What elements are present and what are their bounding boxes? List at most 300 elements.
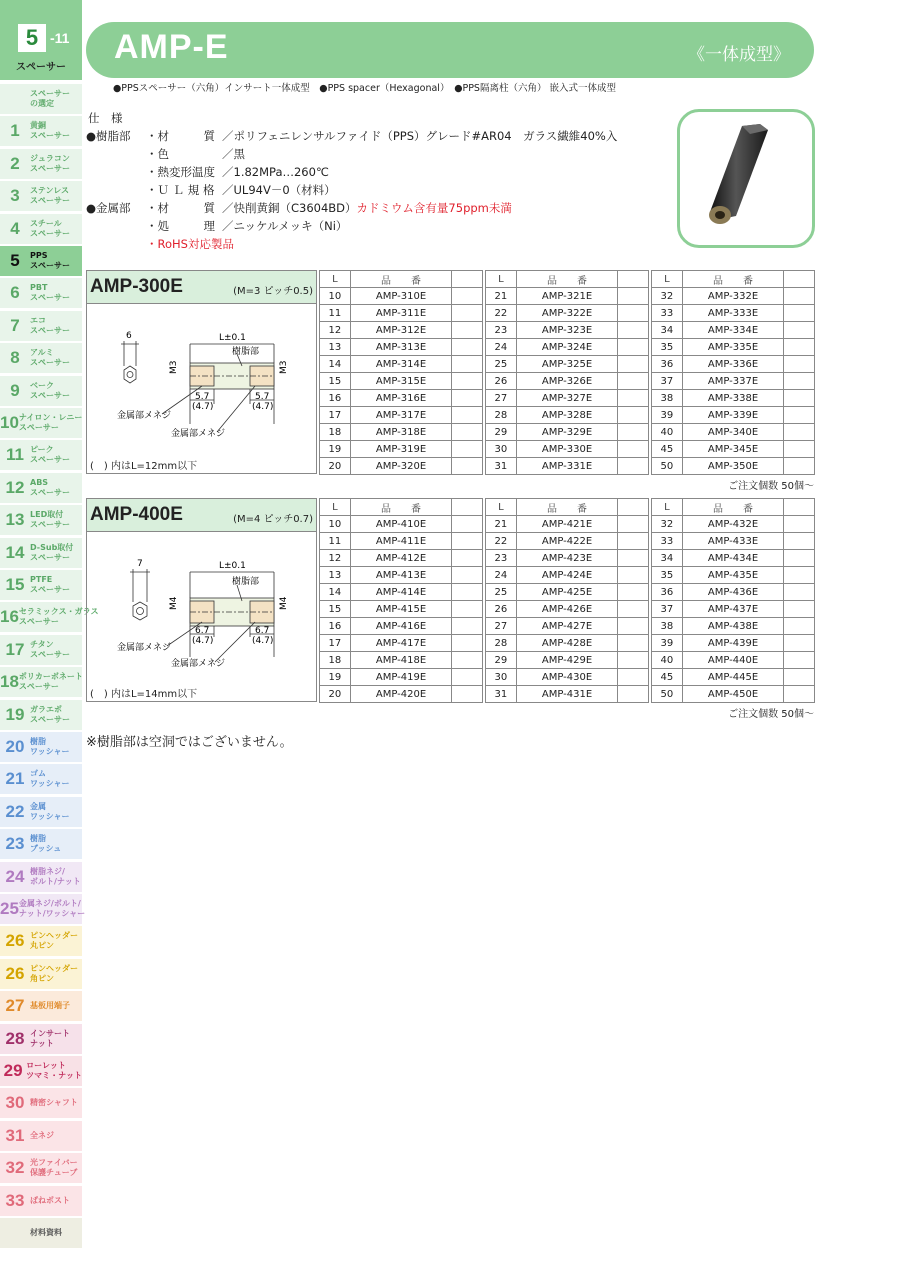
sidebar-item[interactable] — [0, 894, 86, 924]
insert-depth-right: 5.7 — [255, 392, 270, 402]
length-cell: 14 — [320, 584, 351, 601]
page-title: AMP-E — [114, 28, 229, 66]
blank-cell — [618, 550, 649, 567]
blank-cell — [452, 686, 483, 703]
spacer-photo-icon — [680, 112, 812, 245]
length-cell: 31 — [486, 686, 517, 703]
table-row — [486, 567, 649, 584]
blank-cell — [452, 441, 483, 458]
length-cell: 40 — [652, 652, 683, 669]
length-cell: 37 — [652, 373, 683, 390]
length-cell: 32 — [652, 516, 683, 533]
length-cell: 38 — [652, 618, 683, 635]
dimension-drawing — [87, 304, 316, 454]
header-l: L — [320, 271, 351, 288]
header-part: 品 番 — [350, 271, 451, 288]
table-row — [320, 288, 483, 305]
sidebar-item[interactable] — [0, 570, 82, 600]
blank-cell — [618, 516, 649, 533]
blank-cell — [452, 601, 483, 618]
spec-rohs: ・RoHS対応製品 — [146, 237, 234, 251]
sidebar-item[interactable] — [0, 959, 82, 989]
sidebar-item-label: スチール スペーサー — [30, 218, 70, 238]
section-title — [86, 270, 317, 304]
blank-cell — [618, 373, 649, 390]
length-cell: 15 — [320, 373, 351, 390]
insert-depth-right-short: (4.7) — [252, 402, 274, 412]
part-number-cell: AMP-334E — [682, 322, 783, 339]
part-number-cell: AMP-310E — [350, 288, 451, 305]
min-order: ご注文個数 50個～ — [728, 709, 814, 720]
part-number-cell: AMP-345E — [682, 441, 783, 458]
length-cell: 13 — [320, 339, 351, 356]
table-header-row — [652, 499, 815, 516]
sidebar-item-number: 15 — [5, 575, 25, 594]
table-row — [320, 635, 483, 652]
table-row — [652, 305, 815, 322]
header-l: L — [320, 499, 351, 516]
table-row — [320, 407, 483, 424]
header-part: 品 番 — [682, 499, 783, 516]
table-row — [486, 550, 649, 567]
sidebar-item[interactable] — [0, 635, 82, 665]
metal-thread-label-left: 金属部メネジ — [117, 411, 172, 421]
sidebar-item-label: PPS スペーサー — [30, 251, 70, 270]
table-row — [652, 322, 815, 339]
part-number-cell: AMP-313E — [350, 339, 451, 356]
sidebar-item-label: 樹脂 ブッシュ — [30, 834, 62, 854]
sidebar-item[interactable] — [0, 538, 82, 568]
hex-dimension: 6 — [126, 331, 132, 341]
length-cell: 25 — [486, 356, 517, 373]
sidebar-item[interactable] — [0, 1186, 82, 1216]
part-number-cell: AMP-424E — [516, 567, 617, 584]
chapter-label: スペーサー — [16, 62, 66, 73]
sidebar-item[interactable] — [0, 1121, 82, 1151]
part-number-cell: AMP-434E — [682, 550, 783, 567]
table-row — [486, 441, 649, 458]
length-note: ( ) 内はL=12mm以下 — [90, 461, 198, 472]
table-row — [320, 601, 483, 618]
blank-cell — [784, 441, 815, 458]
blank-cell — [618, 635, 649, 652]
length-cell: 34 — [652, 322, 683, 339]
sidebar-item[interactable] — [0, 926, 82, 956]
table-row — [486, 601, 649, 618]
spec-resin-color-value: ／黒 — [222, 147, 245, 161]
table-row — [486, 424, 649, 441]
part-number-cell: AMP-422E — [516, 533, 617, 550]
spec-metal-material-value: ／快削黄銅（C3604BD） — [222, 201, 357, 215]
spec-heat-value: ／1.82MPa…260℃ — [222, 165, 329, 179]
sidebar-item[interactable] — [0, 84, 82, 114]
length-cell: 16 — [320, 618, 351, 635]
sidebar-item-number: 28 — [5, 1028, 25, 1048]
blank-cell — [452, 516, 483, 533]
sidebar-item-number: 11 — [6, 445, 24, 465]
table-row — [652, 441, 815, 458]
blank-cell — [452, 407, 483, 424]
sidebar-item-number: 14 — [5, 542, 25, 562]
part-number-cell: AMP-416E — [350, 618, 451, 635]
table-row — [320, 390, 483, 407]
blank-cell — [784, 584, 815, 601]
blank-cell — [452, 373, 483, 390]
blank-cell — [784, 635, 815, 652]
thread-pitch: (M=4 ピッチ0.7) — [233, 514, 313, 525]
header-l: L — [652, 499, 683, 516]
length-cell: 14 — [320, 356, 351, 373]
sidebar-item-number: 30 — [5, 1093, 25, 1113]
part-number-cell: AMP-425E — [516, 584, 617, 601]
table-row — [486, 390, 649, 407]
blank-cell — [452, 288, 483, 305]
blank-cell — [452, 635, 483, 652]
sidebar-item[interactable] — [0, 667, 82, 697]
table-row — [652, 339, 815, 356]
length-cell: 30 — [486, 441, 517, 458]
sidebar-item[interactable] — [0, 602, 99, 632]
sidebar-item[interactable] — [0, 1153, 82, 1183]
sidebar-item-label: 黄銅 スペーサー — [30, 121, 70, 141]
header-part: 品 番 — [516, 499, 617, 516]
sidebar-item[interactable] — [0, 343, 82, 373]
sidebar-item-number: 10 — [0, 413, 19, 432]
min-order: ご注文個数 50個～ — [728, 481, 814, 492]
table-row — [652, 618, 815, 635]
part-number-cell: AMP-336E — [682, 356, 783, 373]
length-cell: 23 — [486, 322, 517, 339]
blank-cell — [784, 373, 815, 390]
blank-cell — [784, 669, 815, 686]
length-cell: 27 — [486, 618, 517, 635]
blank-cell — [784, 686, 815, 703]
table-row — [652, 533, 815, 550]
table-row — [486, 686, 649, 703]
model-name: AMP-400E — [90, 504, 183, 525]
part-number-cell: AMP-410E — [350, 516, 451, 533]
part-number-cell: AMP-412E — [350, 550, 451, 567]
length-cell: 32 — [652, 288, 683, 305]
sidebar-item[interactable] — [0, 1056, 82, 1086]
length-cell: 29 — [486, 652, 517, 669]
sidebar-item-number: 29 — [3, 1061, 23, 1080]
sidebar-item-number: 24 — [5, 866, 25, 886]
sidebar-item[interactable] — [0, 149, 82, 179]
part-number-cell: AMP-311E — [350, 305, 451, 322]
table-row — [320, 567, 483, 584]
length-cell: 50 — [652, 686, 683, 703]
part-number-cell: AMP-417E — [350, 635, 451, 652]
table-row — [486, 516, 649, 533]
sidebar-item[interactable] — [0, 214, 82, 244]
part-number-cell: AMP-421E — [516, 516, 617, 533]
table-header-row — [320, 271, 483, 288]
length-cell: 20 — [320, 686, 351, 703]
table-row — [652, 567, 815, 584]
table-row — [320, 339, 483, 356]
sidebar-item[interactable] — [0, 700, 82, 730]
sidebar-item-number: 22 — [5, 801, 25, 821]
sidebar-item[interactable] — [0, 991, 82, 1021]
part-number-cell: AMP-433E — [682, 533, 783, 550]
length-cell: 39 — [652, 407, 683, 424]
sidebar — [0, 0, 99, 1272]
part-number-cell: AMP-312E — [350, 322, 451, 339]
insert-depth-left-short: (4.7) — [192, 636, 214, 646]
length-cell: 23 — [486, 550, 517, 567]
sidebar-item-label: ベーク スペーサー — [30, 380, 70, 400]
sidebar-item-label: PTFE スペーサー — [30, 575, 70, 594]
blank-cell — [618, 652, 649, 669]
length-cell: 26 — [486, 373, 517, 390]
table-header-row — [320, 499, 483, 516]
sidebar-item-label: LED取付 スペーサー — [30, 510, 70, 530]
table-row — [320, 424, 483, 441]
table-row — [486, 305, 649, 322]
part-number-cell: AMP-429E — [516, 652, 617, 669]
length-cell: 45 — [652, 441, 683, 458]
sidebar-item-number: 12 — [5, 477, 25, 497]
table-row — [320, 322, 483, 339]
table-row — [486, 458, 649, 475]
blank-cell — [452, 390, 483, 407]
blank-cell — [452, 533, 483, 550]
sidebar-item-label: スペーサー の選定 — [30, 89, 70, 108]
table-row — [486, 373, 649, 390]
blank-cell — [784, 356, 815, 373]
sidebar-item-label: PBT スペーサー — [30, 283, 70, 303]
page-tab — [0, 0, 82, 80]
blank-cell — [784, 390, 815, 407]
spec-resin-material-key: ・材 質 — [146, 129, 215, 143]
table-header-row — [486, 499, 649, 516]
sidebar-item-number: 26 — [5, 963, 25, 983]
header-part: 品 番 — [682, 271, 783, 288]
sidebar-item[interactable] — [0, 246, 82, 276]
spec-heading: 仕 様 — [88, 111, 123, 125]
sidebar-item-number: 2 — [10, 153, 20, 173]
table-header-row — [652, 271, 815, 288]
sidebar-item[interactable] — [0, 1218, 82, 1248]
sidebar-item[interactable] — [0, 862, 82, 892]
thread-pitch: (M=3 ピッチ0.5) — [233, 286, 313, 297]
part-number-cell: AMP-337E — [682, 373, 783, 390]
length-cell: 10 — [320, 288, 351, 305]
length-cell: 22 — [486, 305, 517, 322]
table-row — [652, 669, 815, 686]
sidebar-item-number: 33 — [5, 1190, 25, 1210]
sidebar-item[interactable] — [0, 797, 82, 827]
length-cell: 19 — [320, 669, 351, 686]
sidebar-item[interactable] — [0, 311, 82, 341]
thread-left-label: M3 — [169, 360, 179, 374]
table-row — [486, 584, 649, 601]
sidebar-item-number: 20 — [5, 737, 25, 756]
table-row — [486, 407, 649, 424]
part-number-cell: AMP-324E — [516, 339, 617, 356]
blank-cell — [784, 567, 815, 584]
part-number-cell: AMP-317E — [350, 407, 451, 424]
blank-cell — [618, 533, 649, 550]
sidebar-item[interactable] — [0, 1024, 82, 1054]
part-number-cell: AMP-419E — [350, 669, 451, 686]
part-table-col1 — [319, 270, 483, 475]
table-row — [320, 356, 483, 373]
part-number-cell: AMP-414E — [350, 584, 451, 601]
sidebar-item[interactable] — [0, 116, 82, 146]
sidebar-item[interactable] — [0, 829, 82, 859]
sidebar-item-label: 基板用端子 — [30, 1001, 70, 1011]
sidebar-item[interactable] — [0, 440, 82, 470]
table-row — [652, 550, 815, 567]
part-table-col2 — [485, 498, 649, 703]
table-row — [486, 669, 649, 686]
length-cell: 31 — [486, 458, 517, 475]
table-row — [652, 601, 815, 618]
sidebar-item[interactable] — [0, 473, 82, 503]
table-row — [320, 533, 483, 550]
part-number-cell: AMP-413E — [350, 567, 451, 584]
part-number-cell: AMP-328E — [516, 407, 617, 424]
table-row — [652, 458, 815, 475]
length-cell: 28 — [486, 407, 517, 424]
sidebar-item-label: ステンレス スペーサー — [30, 186, 70, 206]
table-row — [486, 652, 649, 669]
blank-cell — [618, 407, 649, 424]
sidebar-item-label: 材料資料 — [30, 1228, 62, 1237]
blank-cell — [784, 305, 815, 322]
length-dimension: L±0.1 — [219, 561, 246, 571]
sidebar-item[interactable] — [0, 181, 82, 211]
table-row — [320, 652, 483, 669]
part-number-cell: AMP-331E — [516, 458, 617, 475]
spec-resin-label: ●樹脂部 — [86, 129, 131, 143]
length-cell: 24 — [486, 567, 517, 584]
header-blank — [452, 271, 483, 288]
length-cell: 40 — [652, 424, 683, 441]
part-number-cell: AMP-320E — [350, 458, 451, 475]
length-cell: 15 — [320, 601, 351, 618]
sidebar-item-label: ポリカーボネート スペーサー — [18, 672, 83, 692]
length-cell: 34 — [652, 550, 683, 567]
blank-cell — [618, 686, 649, 703]
blank-cell — [452, 567, 483, 584]
sidebar-item[interactable] — [0, 376, 82, 406]
sidebar-item-label: 光ファイバー 保護チューブ — [30, 1158, 78, 1178]
part-number-cell: AMP-333E — [682, 305, 783, 322]
sidebar-item-label: ABS スペーサー — [30, 477, 70, 497]
sidebar-item-label: ジュラコン スペーサー — [30, 153, 70, 173]
blank-cell — [784, 407, 815, 424]
blank-cell — [784, 652, 815, 669]
spec-cadmium-note: カドミウム含有量75ppm未満 — [356, 201, 512, 215]
blank-cell — [784, 322, 815, 339]
length-cell: 17 — [320, 635, 351, 652]
spec-metal-finish-key: ・処 理 — [146, 219, 215, 233]
thread-right-label: M4 — [279, 596, 289, 610]
insert-depth-right: 6.7 — [255, 626, 270, 636]
part-number-cell: AMP-428E — [516, 635, 617, 652]
spec-ul-value: ／UL94V－0（材料） — [222, 183, 336, 197]
sidebar-item-number: 6 — [10, 283, 20, 303]
table-row — [486, 356, 649, 373]
spec-ul-key: ・Ｕ Ｌ 規 格 — [146, 183, 215, 197]
blank-cell — [618, 339, 649, 356]
insert-depth-left: 5.7 — [195, 392, 210, 402]
part-number-cell: AMP-415E — [350, 601, 451, 618]
length-cell: 28 — [486, 635, 517, 652]
header-l: L — [652, 271, 683, 288]
sidebar-item-number: 21 — [5, 769, 25, 789]
blank-cell — [452, 669, 483, 686]
sidebar-item-label: 金属 ワッシャー — [30, 801, 70, 821]
table-row — [652, 652, 815, 669]
sidebar-item-number: 5 — [10, 251, 20, 270]
header-blank — [452, 499, 483, 516]
part-number-cell: AMP-431E — [516, 686, 617, 703]
blank-cell — [784, 533, 815, 550]
sidebar-item-label: D-Sub取付 スペーサー — [30, 542, 74, 562]
length-cell: 36 — [652, 356, 683, 373]
sidebar-item-label: ピンヘッダー 角ピン — [30, 963, 78, 983]
blank-cell — [618, 601, 649, 618]
blank-cell — [618, 618, 649, 635]
sidebar-item-label: チタン スペーサー — [30, 639, 70, 659]
length-cell: 18 — [320, 424, 351, 441]
sidebar-item-label: ピーク スペーサー — [30, 445, 70, 465]
sidebar-item[interactable] — [0, 408, 82, 438]
part-number-cell: AMP-450E — [682, 686, 783, 703]
header-blank — [784, 499, 815, 516]
table-row — [652, 584, 815, 601]
table-row — [320, 441, 483, 458]
sidebar-item-label: エコ スペーサー — [30, 315, 70, 335]
sidebar-item[interactable] — [0, 1088, 82, 1118]
table-row — [652, 424, 815, 441]
length-cell: 25 — [486, 584, 517, 601]
resin-part-label: 樹脂部 — [232, 347, 260, 357]
length-cell: 18 — [320, 652, 351, 669]
part-number-cell: AMP-438E — [682, 618, 783, 635]
sidebar-item[interactable] — [0, 278, 82, 308]
sidebar-item-number: 7 — [10, 315, 20, 335]
length-dimension: L±0.1 — [219, 333, 246, 343]
part-number-cell: AMP-423E — [516, 550, 617, 567]
length-cell: 22 — [486, 533, 517, 550]
sidebar-item-number: 17 — [5, 639, 25, 659]
table-row — [486, 533, 649, 550]
header-bar — [86, 22, 814, 78]
chapter-number: 5 — [18, 24, 46, 52]
section-title — [86, 498, 317, 532]
table-header-row — [486, 271, 649, 288]
sidebar-item-number: 23 — [5, 834, 25, 854]
thread-left-label: M4 — [169, 596, 179, 610]
thread-right-label: M3 — [279, 360, 289, 374]
sidebar-item[interactable] — [0, 764, 82, 794]
length-cell: 19 — [320, 441, 351, 458]
sidebar-item[interactable] — [0, 505, 82, 535]
part-number-cell: AMP-418E — [350, 652, 451, 669]
part-number-cell: AMP-426E — [516, 601, 617, 618]
sidebar-item[interactable] — [0, 732, 82, 762]
blank-cell — [618, 584, 649, 601]
table-row — [320, 669, 483, 686]
table-row — [320, 458, 483, 475]
blank-cell — [618, 669, 649, 686]
hex-dimension: 7 — [137, 559, 143, 569]
